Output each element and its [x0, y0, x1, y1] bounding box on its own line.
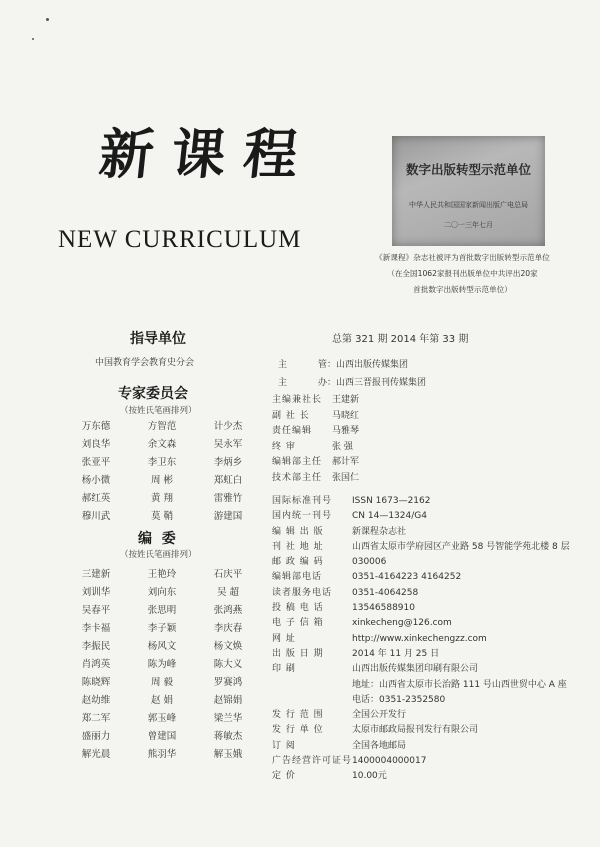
member-name: 刘良华 [81, 439, 111, 450]
staff-list [272, 393, 359, 486]
info-value: 电话：0351-2352580 [352, 694, 446, 705]
experts-list [66, 418, 258, 526]
member-name: 李子颖 [147, 623, 177, 634]
info-value: 王建新 [332, 395, 360, 405]
experts-note: （按姓氏笔画排列） [120, 406, 197, 416]
info-value: 0351-4064258 [352, 587, 419, 598]
info-row [272, 693, 570, 708]
info-value: 新课程杂志社 [352, 526, 407, 537]
member-name: 刘向东 [147, 587, 177, 598]
scan-speck [32, 38, 34, 40]
member-name: 郑虹白 [213, 475, 243, 486]
info-value: 马雅琴 [332, 426, 360, 436]
experts-heading: 专家委员会 [118, 386, 188, 402]
info-row [272, 440, 359, 456]
guidance-org: 中国教育学会教育史分会 [95, 358, 195, 368]
info-value: 马晓红 [332, 410, 360, 421]
info-label: 网 址 [272, 633, 296, 644]
info-label: 订 阅 [272, 740, 296, 751]
info-label: 主 [278, 360, 289, 370]
member-name: 罗赛鸿 [213, 677, 243, 688]
editors-heading: 编 委 [138, 531, 176, 547]
info-row [278, 374, 426, 392]
info-label: 编辑部电话 [272, 572, 323, 583]
award-badge [392, 136, 545, 246]
member-name: 刘训华 [81, 587, 111, 598]
publisher-list [278, 356, 426, 392]
info-value: 山西省太原市学府园区产业路 58 号智能学苑北楼 8 层 [352, 541, 570, 552]
info-row [272, 471, 359, 487]
member-name: 周 毅 [150, 677, 174, 688]
info-row [272, 601, 570, 616]
info-value: 全国各地邮局 [352, 740, 407, 751]
award-title: 数字出版转型示范单位 [405, 162, 531, 177]
info-row [272, 424, 359, 440]
member-name: 李卡福 [81, 623, 111, 634]
info-row [272, 509, 570, 524]
member-name: 盛丽力 [81, 731, 111, 742]
info-row [272, 455, 359, 471]
info-value: CN 14—1324/G4 [352, 511, 427, 522]
member-name: 郭玉峰 [147, 713, 177, 724]
info-row [272, 409, 359, 425]
info-label: 技术部主任 [272, 472, 323, 483]
member-name: 郝红英 [81, 493, 111, 504]
member-name: 梁兰华 [213, 713, 243, 724]
info-row [272, 616, 570, 631]
issue-number: 总第 321 期 2014 年第 33 期 [332, 334, 469, 345]
info-value: 030006 [352, 557, 387, 568]
info-value: 10.00元 [352, 771, 387, 782]
info-row [272, 723, 570, 738]
info-label: 发 行 范 围 [272, 710, 324, 721]
info-row [272, 739, 570, 754]
info-label: 出 版 日 期 [272, 648, 324, 659]
info-row [272, 647, 570, 662]
info-label: 发 行 单 位 [272, 725, 324, 736]
award-caption [355, 250, 570, 298]
member-name: 李振民 [81, 641, 111, 652]
member-name: 杨文焕 [213, 641, 243, 652]
info-row [272, 708, 570, 723]
info-value: 0351-4164223 4164252 [352, 572, 462, 583]
guidance-heading: 指导单位 [130, 331, 186, 347]
member-name: 穆川武 [81, 511, 111, 522]
member-name: 李炳乡 [213, 457, 243, 468]
info-value: 全国公开发行 [352, 710, 407, 721]
info-row [272, 754, 570, 769]
info-row [272, 632, 570, 647]
info-row [272, 586, 570, 601]
info-label: 责任编辑 [272, 426, 313, 436]
info-label: 主 [278, 378, 289, 388]
info-row [272, 494, 570, 509]
info-label: 定 价 [272, 771, 296, 782]
info-label: 电 子 信 箱 [272, 618, 324, 629]
info-value: 张 强 [332, 441, 353, 452]
member-name: 解玉娥 [213, 749, 243, 760]
info-value: 1400004000017 [352, 756, 427, 767]
member-name: 陈晓辉 [81, 677, 111, 688]
info-row [278, 356, 426, 374]
info-label: 终 审 [272, 441, 296, 452]
info-label: 邮 政 编 码 [272, 557, 324, 568]
info-label: 投 稿 电 话 [272, 603, 324, 614]
info-value: 郝计军 [332, 457, 360, 467]
member-name: 陈大义 [213, 659, 243, 670]
award-caption-line: 《新课程》杂志社被评为首批数字出版转型示范单位 [375, 253, 550, 262]
info-value: ISSN 1673—2162 [352, 496, 431, 506]
info-value: http://www.xinkechengzz.com [352, 633, 487, 644]
member-name: 吴春平 [81, 605, 111, 616]
member-name: 三建新 [81, 569, 111, 580]
masthead-title-en: NEW CURRICULUM [58, 226, 302, 253]
info-label: 刊 社 地 址 [272, 541, 324, 552]
info-row [272, 393, 359, 409]
info-row [272, 570, 570, 585]
info-value: 13546588910 [352, 603, 415, 614]
member-name: 张亚平 [81, 457, 111, 468]
member-name: 游建国 [213, 511, 243, 522]
info-value: 太原市邮政局报刊发行有限公司 [352, 725, 479, 736]
member-name: 莫 鞘 [150, 511, 174, 522]
award-caption-line: （在全国1062家报刊出版单位中共评出20家 [387, 269, 538, 278]
info-label: 主编兼社长 [272, 395, 323, 405]
member-name: 杨小微 [81, 475, 111, 486]
member-name: 熊羽华 [147, 749, 177, 760]
masthead-title-cn: 新课程 [96, 122, 319, 186]
member-name: 赵 娟 [150, 695, 174, 706]
info-value: 2014 年 11 月 25 日 [352, 648, 440, 659]
member-name: 余文森 [147, 439, 177, 450]
info-row [272, 678, 570, 693]
member-name: 雷雅竹 [213, 493, 243, 504]
member-name: 张鸿燕 [213, 605, 243, 616]
info-label: 副 社 长 [272, 410, 310, 421]
member-name: 吴永军 [213, 439, 243, 450]
member-name: 蒋敏杰 [213, 731, 243, 742]
info-row [272, 540, 570, 555]
info-row [272, 555, 570, 570]
info-row [272, 662, 570, 677]
info-value: 地址：山西省太原市长治路 111 号山西世贸中心 A 座 [352, 679, 567, 690]
info-label: 读者服务电话 [272, 587, 333, 598]
member-name: 陈为峰 [147, 659, 177, 670]
info-value: xinkecheng@126.com [352, 618, 452, 629]
scan-speck [46, 18, 49, 21]
member-name: 杨风文 [147, 641, 177, 652]
member-name: 张思明 [147, 605, 177, 616]
info-label: 广告经营许可证号 [272, 756, 353, 767]
info-value: 办：山西三晋报刊传媒集团 [318, 378, 427, 388]
info-label: 编 辑 出 版 [272, 526, 324, 537]
member-name: 方智范 [147, 421, 177, 432]
member-name: 曾建国 [147, 731, 177, 742]
info-row [272, 525, 570, 540]
editors-list [66, 566, 258, 764]
info-label: 国内统一刊号 [272, 511, 333, 522]
member-name: 赵幼维 [81, 695, 111, 706]
info-value: 管：山西出版传媒集团 [318, 360, 409, 370]
member-name: 肖鸿英 [81, 659, 111, 670]
info-label: 编辑部主任 [272, 457, 323, 467]
member-name: 黄 翔 [150, 493, 174, 504]
member-name: 王艳玲 [147, 569, 177, 580]
member-name: 计少杰 [213, 421, 243, 432]
info-value: 张国仁 [332, 472, 360, 483]
member-name: 李庆春 [213, 623, 243, 634]
member-name: 万东德 [81, 421, 111, 432]
info-row [272, 769, 570, 784]
award-issuer: 中华人民共和国国家新闻出版广电总局 [409, 201, 528, 209]
member-name: 郑二军 [81, 713, 111, 724]
member-name: 石庆平 [213, 569, 243, 580]
info-label: 国际标准刊号 [272, 496, 333, 506]
award-date: 二〇一三年七月 [444, 221, 493, 229]
editors-note: （按姓氏笔画排列） [120, 550, 197, 560]
member-name: 赵锦娟 [213, 695, 243, 706]
member-name: 吴 超 [216, 587, 240, 598]
publication-info-list [272, 494, 570, 785]
info-value: 山西出版传媒集团印刷有限公司 [352, 664, 479, 675]
member-name: 李卫东 [147, 457, 177, 468]
info-label: 印 刷 [272, 664, 296, 675]
member-name: 周 彬 [150, 475, 174, 486]
award-caption-line: 首批数字出版转型示范单位） [413, 285, 512, 294]
member-name: 解光晨 [81, 749, 111, 760]
